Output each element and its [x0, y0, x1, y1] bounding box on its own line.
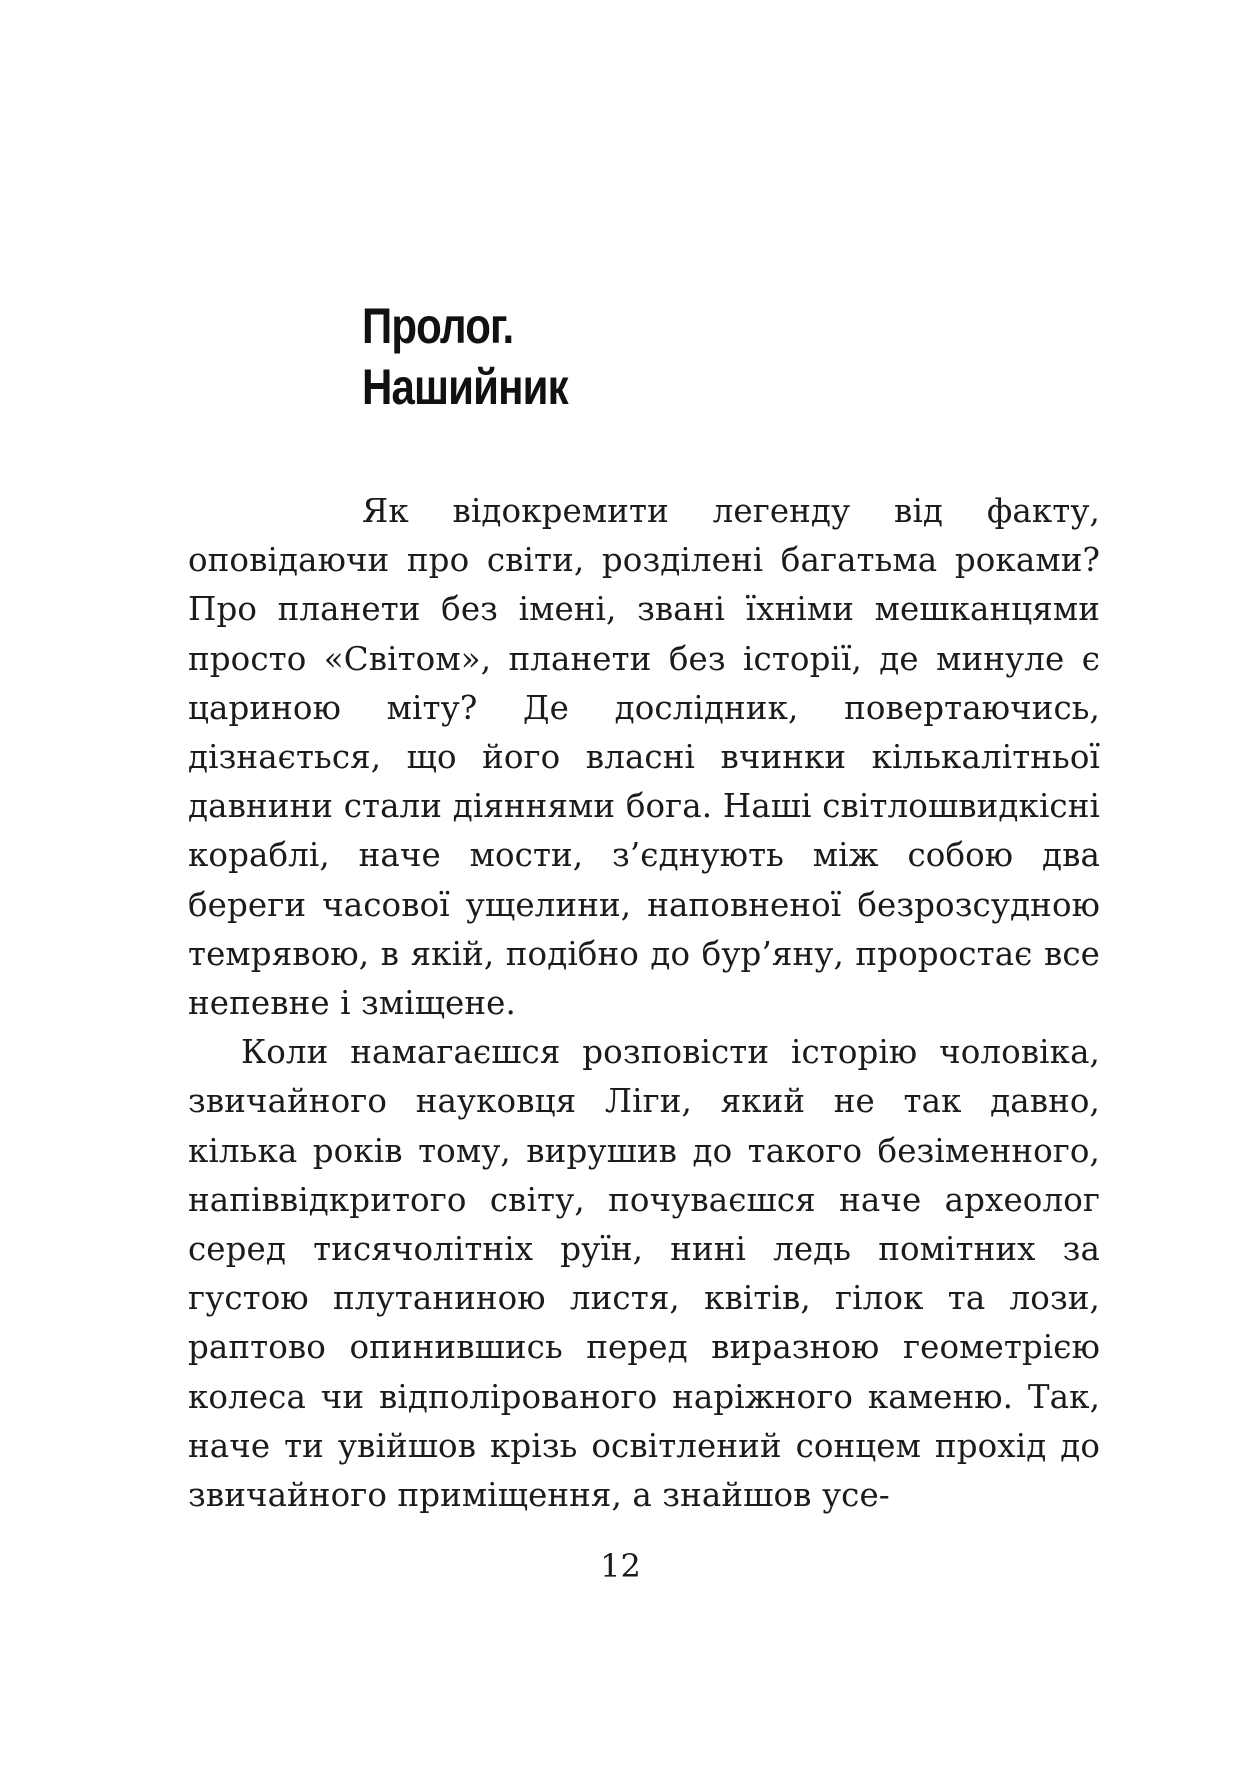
chapter-title-line-2: Нашийник [362, 359, 568, 415]
page-number: 12 [600, 1547, 641, 1585]
paragraph-2: Коли намагаєшся розповісти історію чоловіка, звичайного науковця Ліги, який не так давно, кілька років тому, вирушив до такого безіменного, напіввідкритого світу, почуваєшся наче археолог серед тисячолітніх руїн, нині ледь помітних за густою плутаниною листя, квітів, гілок та лози, раптово опинившись перед виразною геометрією колеса чи відполірованого наріжного каменю. Так, наче ти увійшов крізь освітлений сонцем прохід до звичайного приміщення, а знайшов усе- [188, 1033, 1100, 1515]
paragraph-1: Як відокремити легенду від факту, оповідаючи про світи, розділені багатьма роками? Про планети без імені, звані їхніми мешканцями просто «Світом», планети без історії, де минуле є цариною міту? Де дослідник, повертаючись, дізнається, що його власні вчинки кількалітньої давнини стали діяннями бога. Наші світлошвидкісні кораблі, наче мости, з’єднують між собою два береги часової ущелини, наповненої безрозсудною темрявою, в якій, подібно до бур’яну, проростає все непевне і зміщене. [188, 492, 1100, 1023]
chapter-title-line-1: Пролог. [362, 298, 514, 354]
chapter-body [188, 487, 1100, 1520]
chapter-title [362, 296, 568, 418]
